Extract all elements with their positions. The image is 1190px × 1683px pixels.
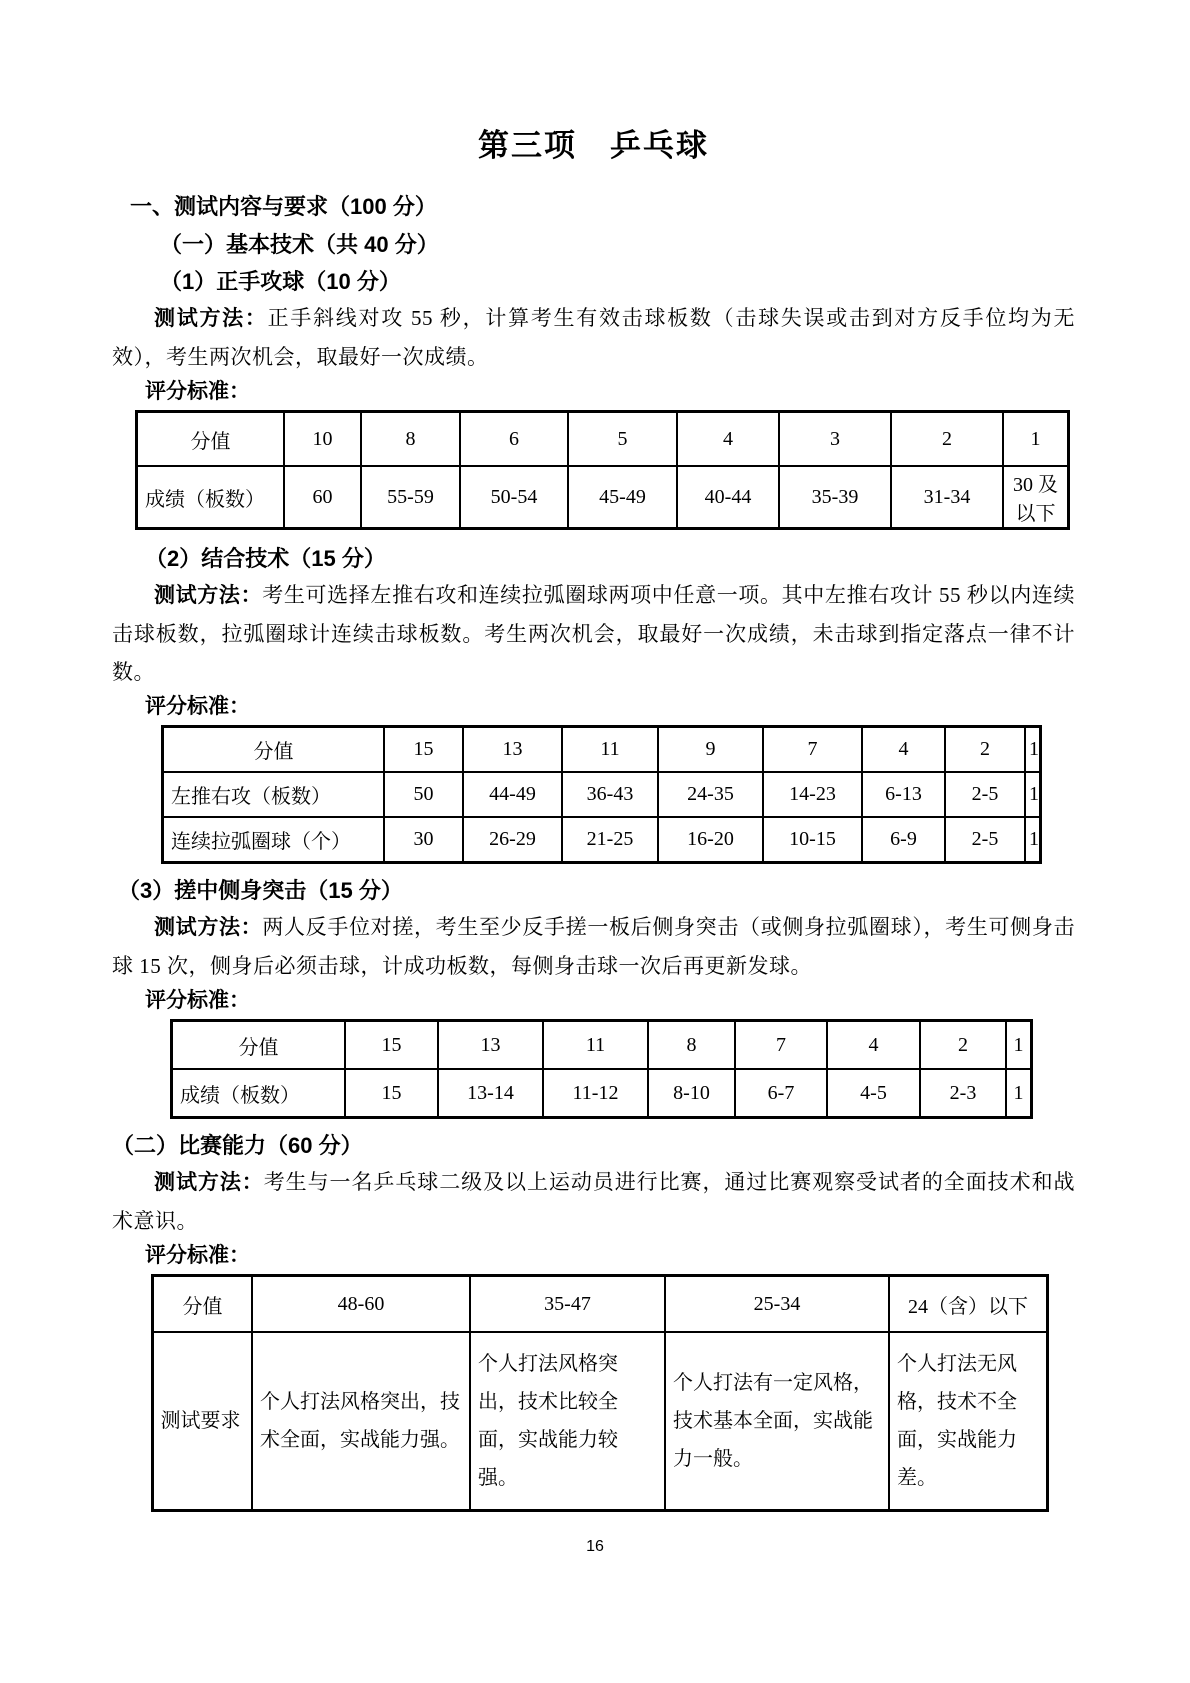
- row-header-cell: 分值: [137, 412, 285, 467]
- score-cell: 3: [779, 412, 891, 467]
- score-cell: 个人打法无风格，技术不全面，实战能力差。: [889, 1332, 1048, 1511]
- label-scoring-standard-2: 评分标准：: [145, 695, 250, 718]
- score-cell: 55-59: [361, 466, 460, 529]
- table-row: [137, 466, 1069, 529]
- row-header-cell: 连续拉弧圈球（个）: [163, 817, 385, 863]
- page-number: 16: [586, 1538, 604, 1555]
- method-text: 考生与一名乒乓球二级及以上运动员进行比赛，通过比赛观察受试者的全面技术和战术意识。: [112, 1170, 1076, 1233]
- score-cell: 4: [827, 1021, 920, 1070]
- document-page: [112, 0, 1075, 1512]
- method-text: 正手斜线对攻 55 秒，计算考生有效击球板数（击球失误或击到对方反手位均为无效），考生两次机会，取最好一次成绩。: [112, 306, 1075, 369]
- score-cell: 13: [438, 1021, 543, 1070]
- table-row: [172, 1069, 1032, 1118]
- score-cell: 15: [345, 1021, 438, 1070]
- row-header-cell: 分值: [172, 1021, 346, 1070]
- score-cell: 11-12: [543, 1069, 648, 1118]
- score-cell: 2-5: [945, 772, 1025, 817]
- score-cell: 2: [920, 1021, 1006, 1070]
- score-cell: 个人打法有一定风格，技术基本全面，实战能力一般。: [665, 1332, 889, 1511]
- score-cell: 16-20: [658, 817, 763, 863]
- score-table-sidestep: [170, 1019, 1033, 1119]
- row-header-cell: 成绩（板数）: [172, 1069, 346, 1118]
- score-cell: 35-47: [470, 1276, 665, 1333]
- score-cell: 24-35: [658, 772, 763, 817]
- score-cell: 5: [568, 412, 677, 467]
- score-table-match: [151, 1274, 1049, 1512]
- method-text: 考生可选择左推右攻和连续拉弧圈球两项中任意一项。其中左推右攻计 55 秒以内连续击球板数，拉弧圈球计连续击球板数。考生两次机会，取最好一次成绩，未击球到指定落点一律不计数。: [112, 583, 1076, 684]
- row-header-cell: 成绩（板数）: [137, 466, 285, 529]
- score-cell: 24（含）以下: [889, 1276, 1048, 1333]
- score-cell: 6-9: [862, 817, 945, 863]
- table-row: [163, 817, 1041, 863]
- score-cell: 6-13: [862, 772, 945, 817]
- score-cell: 13-14: [438, 1069, 543, 1118]
- score-cell: 31-34: [891, 466, 1003, 529]
- score-table-combined: [161, 725, 1042, 864]
- score-cell: 7: [763, 727, 862, 773]
- score-cell: 1: [1006, 1021, 1032, 1070]
- score-cell: 35-39: [779, 466, 891, 529]
- score-cell: 4: [677, 412, 779, 467]
- row-header-cell: 分值: [153, 1276, 253, 1333]
- para-sidestep-method: [112, 908, 1075, 985]
- score-cell: 21-25: [562, 817, 658, 863]
- score-cell: 1: [1003, 412, 1069, 467]
- score-cell: 25-34: [665, 1276, 889, 1333]
- score-cell: 1: [1006, 1069, 1032, 1118]
- label-scoring-standard-3: 评分标准：: [145, 989, 250, 1012]
- score-cell: 2-3: [920, 1069, 1006, 1118]
- score-cell: 4: [862, 727, 945, 773]
- row-header-cell: 左推右攻（板数）: [163, 772, 385, 817]
- score-cell: 11: [543, 1021, 648, 1070]
- score-cell: 2-5: [945, 817, 1025, 863]
- table-row: [163, 727, 1041, 773]
- score-cell: 10-15: [763, 817, 862, 863]
- score-cell: 50-54: [460, 466, 568, 529]
- para-match-method: [112, 1163, 1075, 1240]
- row-header-cell: 分值: [163, 727, 385, 773]
- score-cell: 7: [735, 1021, 827, 1070]
- table-row: [163, 772, 1041, 817]
- score-cell: 6-7: [735, 1069, 827, 1118]
- score-cell: 1: [1025, 727, 1041, 773]
- score-cell: 9: [658, 727, 763, 773]
- score-cell: 8: [361, 412, 460, 467]
- score-cell: 26-29: [463, 817, 562, 863]
- score-cell: 10: [284, 412, 361, 467]
- method-label: 测试方法：: [154, 584, 263, 607]
- score-cell: 个人打法风格突出，技术比较全面，实战能力较强。: [470, 1332, 665, 1511]
- score-cell: 2: [945, 727, 1025, 773]
- score-cell: 2: [891, 412, 1003, 467]
- document-title: 第三项 乒乓球: [478, 128, 709, 163]
- row-header-cell: 测试要求: [153, 1332, 253, 1511]
- score-cell: 14-23: [763, 772, 862, 817]
- score-cell: 11: [562, 727, 658, 773]
- table-row: [153, 1332, 1048, 1511]
- score-cell: 4-5: [827, 1069, 920, 1118]
- score-table-forehand: [135, 410, 1070, 530]
- score-cell: 36-43: [562, 772, 658, 817]
- table-row: [172, 1021, 1032, 1070]
- score-cell: 1: [1025, 772, 1041, 817]
- score-cell: 15: [345, 1069, 438, 1118]
- score-cell: 13: [463, 727, 562, 773]
- score-cell: 60: [284, 466, 361, 529]
- score-cell: 48-60: [252, 1276, 470, 1333]
- score-cell: 8-10: [648, 1069, 735, 1118]
- heading-forehand-attack: （1）正手攻球（10 分）: [160, 269, 401, 294]
- method-label: 测试方法：: [154, 307, 268, 330]
- score-cell: 6: [460, 412, 568, 467]
- score-cell: 50: [384, 772, 463, 817]
- heading-basic-skills: （一）基本技术（共 40 分）: [160, 232, 439, 257]
- score-cell: 1: [1025, 817, 1041, 863]
- label-scoring-standard-4: 评分标准：: [145, 1244, 250, 1267]
- method-label: 测试方法：: [154, 916, 263, 939]
- para-forehand-method: [112, 299, 1075, 376]
- method-label: 测试方法：: [154, 1171, 264, 1194]
- heading-test-content-requirements: 一、测试内容与要求（100 分）: [130, 194, 437, 219]
- score-cell: 40-44: [677, 466, 779, 529]
- score-cell: 15: [384, 727, 463, 773]
- score-cell: 44-49: [463, 772, 562, 817]
- table-row: [137, 412, 1069, 467]
- score-cell: 30 及以下: [1003, 466, 1069, 529]
- label-scoring-standard-1: 评分标准：: [145, 380, 250, 403]
- score-cell: 个人打法风格突出，技术全面，实战能力强。: [252, 1332, 470, 1511]
- heading-match-ability: （二）比赛能力（60 分）: [112, 1133, 363, 1158]
- table-row: [153, 1276, 1048, 1333]
- score-cell: 30: [384, 817, 463, 863]
- method-text: 两人反手位对搓，考生至少反手搓一板后侧身突击（或侧身拉弧圈球），考生可侧身击球 15 次，侧身后必须击球，计成功板数，每侧身击球一次后再更新发球。: [112, 915, 1076, 978]
- score-cell: 8: [648, 1021, 735, 1070]
- para-combined-method: [112, 576, 1075, 691]
- score-cell: 45-49: [568, 466, 677, 529]
- heading-combined-skills: （2）结合技术（15 分）: [145, 546, 386, 571]
- heading-push-sidestep-attack: （3）搓中侧身突击（15 分）: [118, 878, 403, 903]
